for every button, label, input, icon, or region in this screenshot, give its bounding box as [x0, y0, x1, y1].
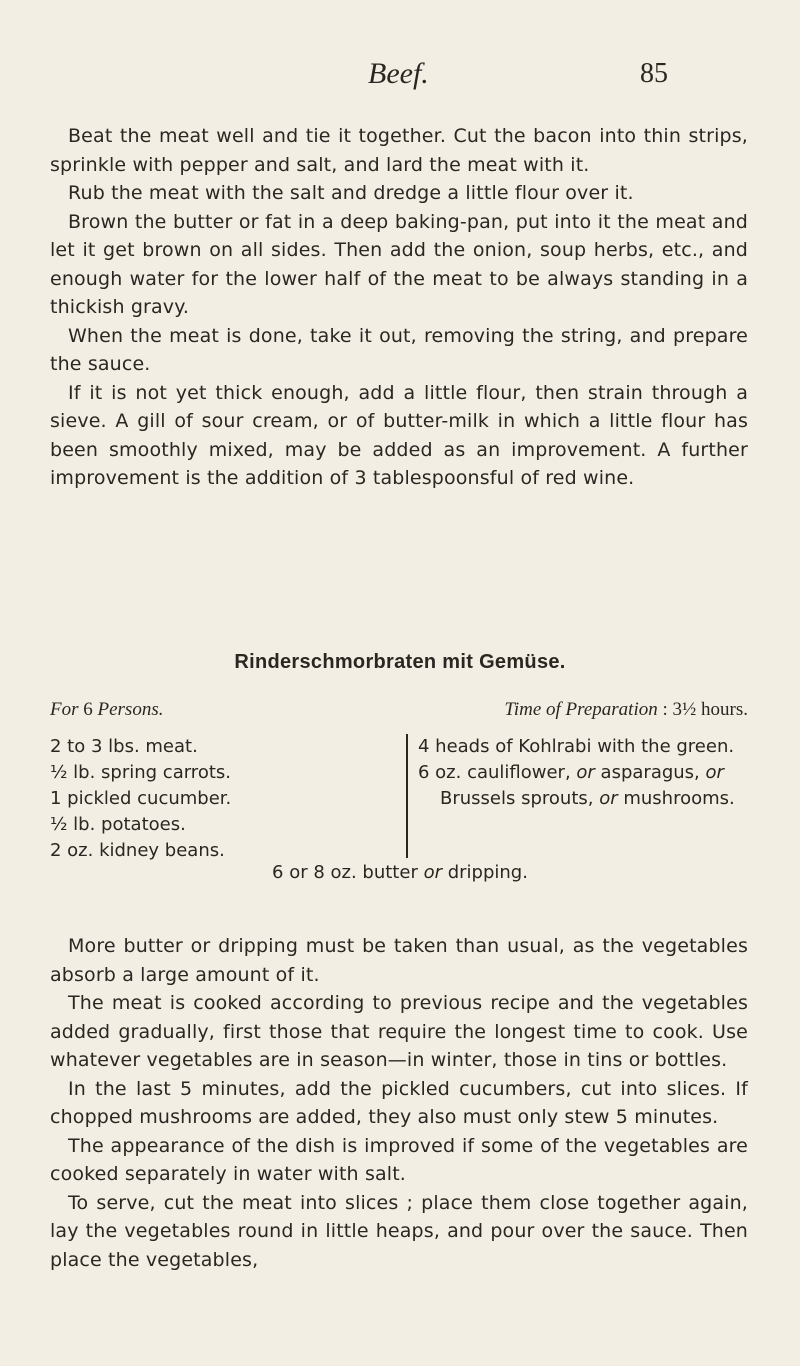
persons-count: 6	[83, 699, 93, 720]
recipe-meta	[50, 696, 748, 724]
persons-word: Persons.	[97, 699, 164, 720]
page-number: 85	[640, 58, 668, 89]
time-value: 3½ hours.	[672, 699, 748, 720]
paragraph: To serve, cut the meat into slices ; place them close together again, lay the vegetables round in little heaps, and pour over the sauce. Then place the vegetables,	[50, 1191, 748, 1271]
paragraph: Beat the meat well and tie it together. Cut the bacon into thin strips, sprinkle with pepper and salt, and lard the meat with it.	[50, 125, 748, 176]
running-head	[0, 54, 800, 94]
persons-line	[50, 696, 163, 724]
paragraph: The meat is cooked according to previous recipe and the vegetables added gradually, first those that require the longest time to cook. Use whatever vegetables are in season—in winter, those in tins or bottles.	[50, 992, 748, 1071]
ingredients-right	[406, 734, 763, 858]
ingredient-footer: 6 or 8 oz. butter or dripping.	[272, 862, 528, 883]
ingredient-item: 2 oz. kidney beans.	[50, 840, 225, 861]
time-label: Time of Preparation	[504, 699, 658, 720]
paragraph: The appearance of the dish is improved if some of the vegetables are cooked separately in water with salt.	[50, 1134, 748, 1185]
ingredients-left	[50, 734, 385, 864]
ingredient-item: 2 to 3 lbs. meat.	[50, 736, 198, 757]
time-line: Time of Preparation : 3½ hours.	[504, 699, 748, 720]
ingredient-item: 4 heads of Kohlrabi with the green.	[418, 736, 735, 757]
paragraph: If it is not yet thick enough, add a little flour, then strain through a sieve. A gill of sour cream, or of butter-milk in which a little flour has been smoothly mixed, may be added as an improvement. A further improvement is the addition of 3 tablespoonsful of red wine.	[50, 381, 748, 489]
running-head-title: Beef.	[368, 57, 429, 90]
method-text	[50, 932, 748, 1274]
ingredient-item: ½ lb. potatoes.	[50, 814, 186, 835]
paragraph: Rub the meat with the salt and dredge a little flour over it.	[68, 182, 634, 204]
ingredient-item: ½ lb. spring carrots.	[50, 762, 231, 783]
persons-label: For	[50, 699, 79, 720]
ingredient-item: 1 pickled cucumber.	[50, 788, 232, 809]
paragraph: Brown the butter or fat in a deep baking-pan, put into it the meat and let it get brown on all sides. Then add the onion, soup herbs, etc., and enough water for the lower half of the meat to be always standing in a thickish gravy.	[50, 210, 748, 318]
paragraph: In the last 5 minutes, add the pickled cucumbers, cut into slices. If chopped mushrooms are added, they also must only stew 5 minutes.	[50, 1077, 748, 1128]
paragraph: More butter or dripping must be taken than usual, as the vegetables absorb a large amount of it.	[50, 935, 748, 986]
intro-text	[50, 122, 748, 493]
ingredient-item: 6 oz. cauliflower, or asparagus, or Brussels sprouts, or mushrooms.	[418, 762, 735, 809]
recipe-title: Rinderschmorbraten mit Gemüse.	[234, 651, 566, 673]
paragraph: When the meat is done, take it out, removing the string, and prepare the sauce.	[50, 324, 748, 375]
